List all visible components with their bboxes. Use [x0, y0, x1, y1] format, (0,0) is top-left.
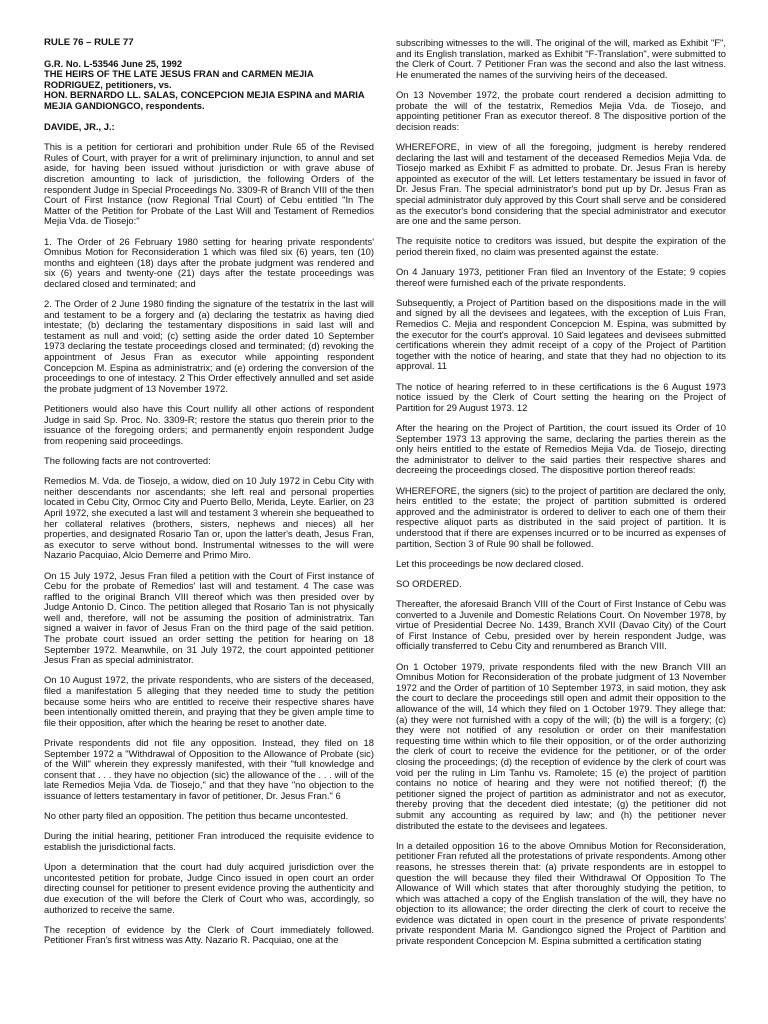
case-caption: G.R. No. L-53546 June 25, 1992 THE HEIRS OF THE LATE JESUS FRAN and CARMEN MEJIA RODRIGUEZ, petitioners, vs. HON. BERNARDO LL. SALAS, CONCEPCION MEJIA ESPINA and MARIA MEJIA GANDIONGCO, respondents. [44, 57, 365, 111]
body-paragraph: The notice of hearing referred to in these certifications is the 6 August 1973 notice issued by the Clerk of Court setting the hearing on the Project of Partition for 29 August 1973. 12 [396, 380, 726, 413]
body-paragraph: WHEREFORE, in view of all the foregoing, judgment is hereby rendered declaring the last will and testament of the deceased Remedios Mejia Vda. de Tiosejo marked as Exhibit F as admitted to probate. Dr. Jesus Fran is hereby appointed as executor of the will. Let letters testamentary be issued in favor of Dr. Jesus Fran. The special administrator's bond put up by Dr. Jesus Fran as special administrator duly approved by this Court shall serve and be considered as the executor's bond considering that the special administrator and executor are one and the same person. [396, 140, 726, 227]
body-paragraph: The requisite notice to creditors was issued, but despite the expiration of the period therein fixed, no claim was presented against the estate. [396, 235, 726, 257]
body-paragraph: On 10 August 1972, the private respondents, who are sisters of the deceased, filed a manifestation 5 alleging that they needed time to study the petition because some heirs who are entitled to receive their respective shares have been intentionally omitted therein, and praying that they be given ample time to file their opposition, after which the hearing be reset to another date. [44, 674, 374, 728]
body-paragraph: Petitioners would also have this Court nullify all other actions of respondent Judge in said Sp. Proc. No. 3309-R; restore the status quo therein prior to the issuance of the foregoing orders; and permanently enjoin respondent Judge from reopening said proceedings. [44, 403, 374, 446]
body-paragraph: On 1 October 1979, private respondents filed with the new Branch VIII an Omnibus Motion for Reconsideration of the probate judgment of 13 November 1972 and the Order of partition of 10 September 1973, in said motion, they ask the court to declare the proceedings still open and admit their opposition to the allowance of the will, 14 which they filed on 1 October 1979. They allege that: (a) they were not furnished with a copy of the will; (b) the will is a forgery; (c) they were not notified of any resolution or order on their manifestation requesting time within which to file their opposition, or of the order authorizing the clerk of court to receive the evidence for the petitioner, or of the order closing the proceedings; (d) the reception of evidence by the clerk of court was void per the ruling in Lim Tanhu vs. Ramolete; 15 (e) the project of partition contains no notice of hearing and they were not notified thereof; (f) the petitioner signed the project of partition as administrator and not as executor, thereby proving that the decedent died intestate; (g) the petitioner did not submit any accounting as required by law; and (h) the petitioner never distributed the estate to the devisees and legatees. [396, 660, 726, 831]
body-paragraph: The following facts are not controverted: [44, 454, 211, 466]
right-body [396, 38, 726, 947]
body-paragraph: In a detailed opposition 16 to the above Omnibus Motion for Reconsideration, petitioner Fran refuted all the protestations of private respondents. Among other reasons, he stresses therein that: (a) private respondents are in estoppel to question the will because they filed their Withdrawal Of Opposition To The Allowance of Will which states that after thoroughly studying the petition, to which was attached a copy of the English translation of the will, they have no objection to its allowance; the order directing the clerk of court to receive the evidence was dictated in open court in the presence of private respondents' private respondent Maria M. Gandiongco signed the Project of Partition and private respondent Concepcion M. Espina submitted a certification stating [396, 839, 726, 947]
body-paragraph: 2. The Order of 2 June 1980 finding the signature of the testatrix in the last will and testament to be a forgery and (a) declaring the testatrix as having died intestate; (b) declaring the testamentary dispositions in said last will and testament as null and void; (c) setting aside the order dated 10 September 1973 declaring the testate proceedings closed and terminated; (d) revoking the appointment of Jesus Fran as executor while appointing respondent Concepcion M. Espina as administratrix; and (e) ordering the conversion of the proceedings to one of intestacy. 2 This Order effectively annulled and set aside the probate judgment of 13 November 1972. [44, 298, 374, 394]
rule-heading: RULE 76 – RULE 77 [44, 38, 134, 48]
left-column [44, 38, 374, 1024]
body-paragraph: Remedios M. Vda. de Tiosejo, a widow, died on 10 July 1972 in Cebu City with neither descendants nor ascendants; she left real and personal properties located in Cebu City, Ormoc City and Puerto Bello, Merida, Leyte. Earlier, on 23 April 1972, she executed a last will and testament 3 wherein she bequeathed to her collateral relatives (brothers, sisters, nephews and nieces) all her properties, and designated Rosario Tan or, upon the latter's death, Jesus Fran, as executor to serve without bond. Instrumental witnesses to the will were Nazario Pacquiao, Alcio Demerre and Primo Miro. [44, 475, 374, 561]
body-paragraph: No other party filed an opposition. The petition thus became uncontested. [44, 810, 349, 822]
body-paragraph: subscribing witnesses to the will. The original of the will, marked as Exhibit "F", and its English translation, marked as Exhibit "F-Translation", were submitted to the Clerk of Court. 7 Petitioner Fran was the second and also the last witness. He enumerated the names of the surviving heirs of the deceased. [396, 38, 726, 80]
right-column [396, 38, 726, 1024]
body-paragraph: After the hearing on the Project of Partition, the court issued its Order of 10 September 1973 13 approving the same, declaring the parties therein as the only heirs entitled to the estate of Remedios Mejia Vda. de Tiosejo, directing the administrator to deliver to the said parties their respective shares and decreeing the proceedings closed. The dispositive portion thereof reads: [396, 421, 726, 476]
body-paragraph: Private respondents did not file any opposition. Instead, they filed on 18 September 1972 a "Withdrawal of Opposition to the Allowance of Probate (sic) of the Will" wherein they expressly manifested, with their "full knowledge and consent that . . . they have no objection (sic) the allowance of the . . . will of the late Remedios Mejia Vda. de Tiosejo," and that they have "no objection to the issuance of letters testamentary in favor of petitioner, Dr. Jesus Fran." 6 [44, 737, 374, 801]
body-paragraph: 1. The Order of 26 February 1980 setting for hearing private respondents' Omnibus Motion for Reconsideration 1 which was filed six (6) years, ten (10) months and eighteen (18) days after the probate judgment was rendered and six (6) years and twenty-one (21) days after the testate proceedings was declared closed and terminated; and [44, 235, 374, 289]
body-paragraph: SO ORDERED. [396, 577, 462, 589]
ponente-line: DAVIDE, JR., J.: [44, 120, 115, 132]
body-paragraph: This is a petition for certiorari and prohibition under Rule 65 of the Revised Rules of Court, with prayer for a writ of preliminary injunction, to annul and set aside, for having been issued without jurisdiction or with grave abuse of discretion amounting to lack of jurisdiction, the following Orders of the respondent Judge in Special Proceedings No. 3309-R of Branch VIII of the then Court of First Instance (now Regional Trial Court) of Cebu entitled "In The Matter of the Petition for Probate of the Last Will and Testament of Remedios Mejia Vda. de Tiosejo:" [44, 141, 374, 227]
body-paragraph: Subsequently, a Project of Partition based on the dispositions made in the will and signed by all the devisees and legatees, with the exception of Luis Fran, Remedios C. Mejia and respondent Concepcion M. Espina, was submitted by the executor for the court's approval. 10 Said legatees and devisees submitted certifications wherein they admit receipt of a copy of the Project of Partition together with the notice of hearing, and state that they had no objection to its approval. 11 [396, 296, 726, 372]
body-paragraph: On 13 November 1972, the probate court rendered a decision admitting to probate the will of the testatrix, Remedios Mejia Vda. de Tiosejo, and appointing petitioner Fran as executor thereof. 8 The dispositive portion of the decision reads: [396, 88, 726, 132]
left-body [44, 142, 374, 946]
body-paragraph: Upon a determination that the court had duly acquired jurisdiction over the uncontested petition for probate, Judge Cinco issued in open court an order directing counsel for petitioner to present evidence proving the authenticity and due execution of the will before the Clerk of Court who was, accordingly, so authorized to receive the same. [44, 861, 374, 915]
body-paragraph: On 4 January 1973, petitioner Fran filed an Inventory of the Estate; 9 copies thereof were furnished each of the private respondents. [396, 266, 726, 288]
body-paragraph: WHEREFORE, the signers (sic) to the project of partition are declared the only, heirs entitled to the estate; the project of partition submitted is ordered approved and the administrator is ordered to deliver to each one of them their respective aliquot parts as distributed in the said project of partition. It is understood that if there are expenses incurred or to be incurred as expenses of partition, Section 3 of Rule 90 shall be followed. [396, 484, 726, 549]
body-paragraph: The reception of evidence by the Clerk of Court immediately followed. Petitioner Fran's first witness was Atty. Nazario R. Pacquiao, one at the [44, 923, 374, 946]
body-paragraph: Thereafter, the aforesaid Branch VIII of the Court of First Instance of Cebu was converted to a Juvenile and Domestic Relations Court. On November 1978, by virtue of Presidential Decree No. 1439, Branch XVII (Davao City) of the Court of First Instance of Cebu, presided over by herein respondent Judge, was officially transferred to Cebu City and renumbered as Branch VIII. [396, 598, 726, 652]
body-paragraph: On 15 July 1972, Jesus Fran filed a petition with the Court of First instance of Cebu for the probate of Remedios' last will and testament. 4 The case was raffled to the original Branch VIII thereof which was then presided over by Judge Antonio D. Cinco. The petition alleged that Rosario Tan is not physically well and, therefore, will not be assuming the position of administratrix. Tan signed a waiver in favor of Jesus Fran on the third page of the said petition. The probate court issued an order setting the petition for hearing on 18 September 1972. Meanwhile, on 31 July 1972, the court appointed petitioner Jesus Fran as special administrator. [44, 569, 374, 666]
body-paragraph: Let this proceedings be now declared closed. [396, 557, 584, 569]
body-paragraph: During the initial hearing, petitioner Fran introduced the requisite evidence to establish the jurisdictional facts. [44, 830, 374, 852]
